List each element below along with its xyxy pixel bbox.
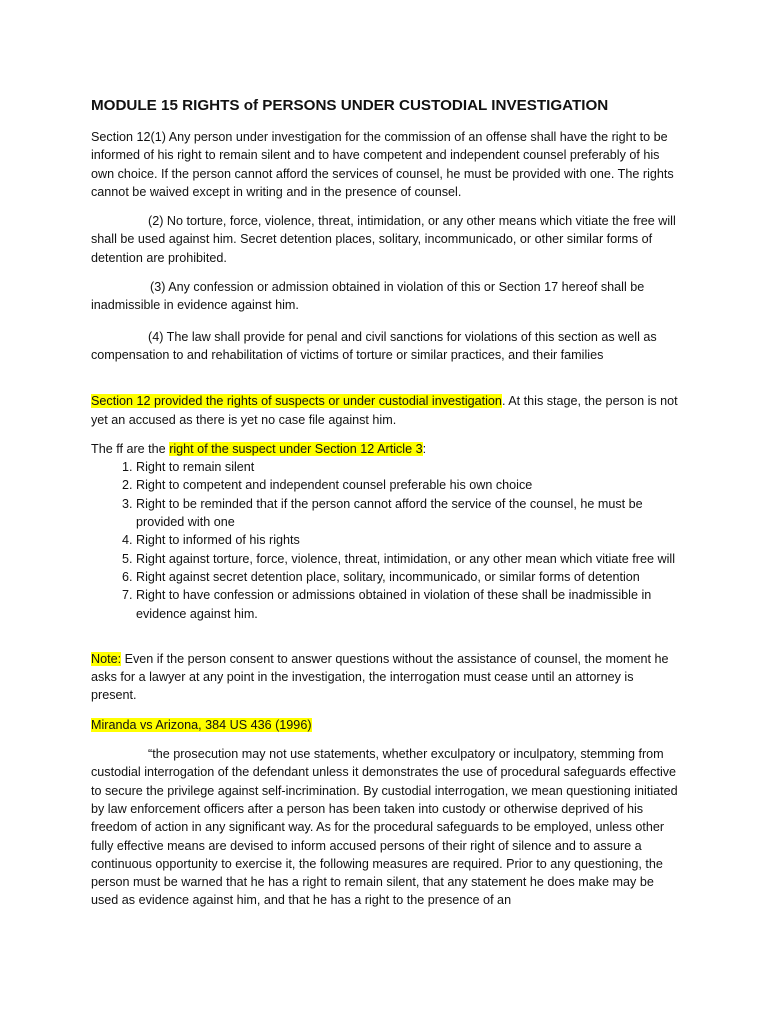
note-text: Even if the person consent to answer questions without the assistance of counsel, the moment he asks for a lawyer at any point in the investigation, the interrogation must cease until an attorney is present.: [91, 651, 669, 703]
section-12-paragraph-2: (2) No torture, force, violence, threat, intimidation, or any other means which vitiate the free will shall be used against him. Secret detention places, solitary, incommunicado, or other similar forms of detention are prohibited.: [91, 214, 676, 265]
case-citation: Miranda vs Arizona, 384 US 436 (1996): [91, 717, 312, 732]
section-12-paragraph-4: (4) The law shall provide for penal and civil sanctions for violations of this section as well as compensation to and rehabilitation of victims of torture or similar practices, and their families: [91, 329, 657, 362]
summary-paragraph: [91, 392, 679, 429]
list-item: 6. Right against secret detention place, solitary, incommunicado, or similar forms of detention: [136, 568, 679, 586]
summary-text: . At this stage, the person is not yet an accused as there is yet no case file against him.: [91, 394, 678, 427]
summary-highlight: Section 12 provided the rights of suspects or under custodial investigation: [91, 394, 502, 409]
document-body: [91, 96, 679, 910]
list-item: 3. Right to be reminded that if the person cannot afford the service of the counsel, he must be provided with one: [136, 495, 679, 532]
rights-intro-lead: The ff are the: [91, 441, 170, 456]
list-item: 4. Right to informed of his rights: [136, 531, 679, 549]
list-item: 5. Right against torture, force, violence, threat, intimidation, or any other mean which vitiate free will: [136, 550, 679, 568]
rights-intro: [91, 440, 679, 458]
rights-intro-colon: :: [422, 441, 427, 456]
note-paragraph: [91, 650, 679, 705]
list-item: 2. Right to competent and independent counsel preferable his own choice: [136, 476, 679, 494]
section-12-paragraph-1: Section 12(1) Any person under investigation for the commission of an offense shall have the right to be informed of his right to remain silent and to have competent and independent counsel preferably of his own choice. If the person cannot afford the services of counsel, he must be provided with one. The rights cannot be waived except in writing and in the presence of counsel.: [91, 130, 674, 199]
list-item: 1. Right to remain silent: [136, 458, 679, 476]
case-citation-paragraph: [91, 716, 679, 734]
module-title: MODULE 15 RIGHTS of PERSONS UNDER CUSTODIAL INVESTIGATION: [91, 97, 609, 114]
rights-intro-highlight: right of the suspect under Section 12 Article 3: [169, 441, 423, 456]
case-quote: “the prosecution may not use statements, whether exculpatory or inculpatory, stemming from custodial interrogation of the defendant unless it demonstrates the use of procedural safeguards effective to secure the privilege against self-incrimination. By custodial interrogation, we mean questioning initiated by law enforcement officers after a person has been taken into custody or otherwise deprived of his freedom of action in any significant way. As for the procedural safeguards to be employed, unless other fully effective means are devised to inform accused persons of their right of silence and to assure a continuous opportunity to exercise it, the following measures are required. Prior to any questioning, the person must be warned that he has a right to remain silent, that any statement he does make may be used as evidence against him, and that he has a right to the presence of an: [91, 747, 678, 908]
list-item: 7. Right to have confession or admissions obtained in violation of these shall be inadmissible in evidence against him.: [136, 586, 679, 623]
note-label: Note:: [91, 651, 122, 666]
rights-list: [91, 458, 679, 623]
section-12-paragraph-3: (3) Any confession or admission obtained in violation of this or Section 17 hereof shall be inadmissible in evidence against him.: [91, 280, 645, 313]
